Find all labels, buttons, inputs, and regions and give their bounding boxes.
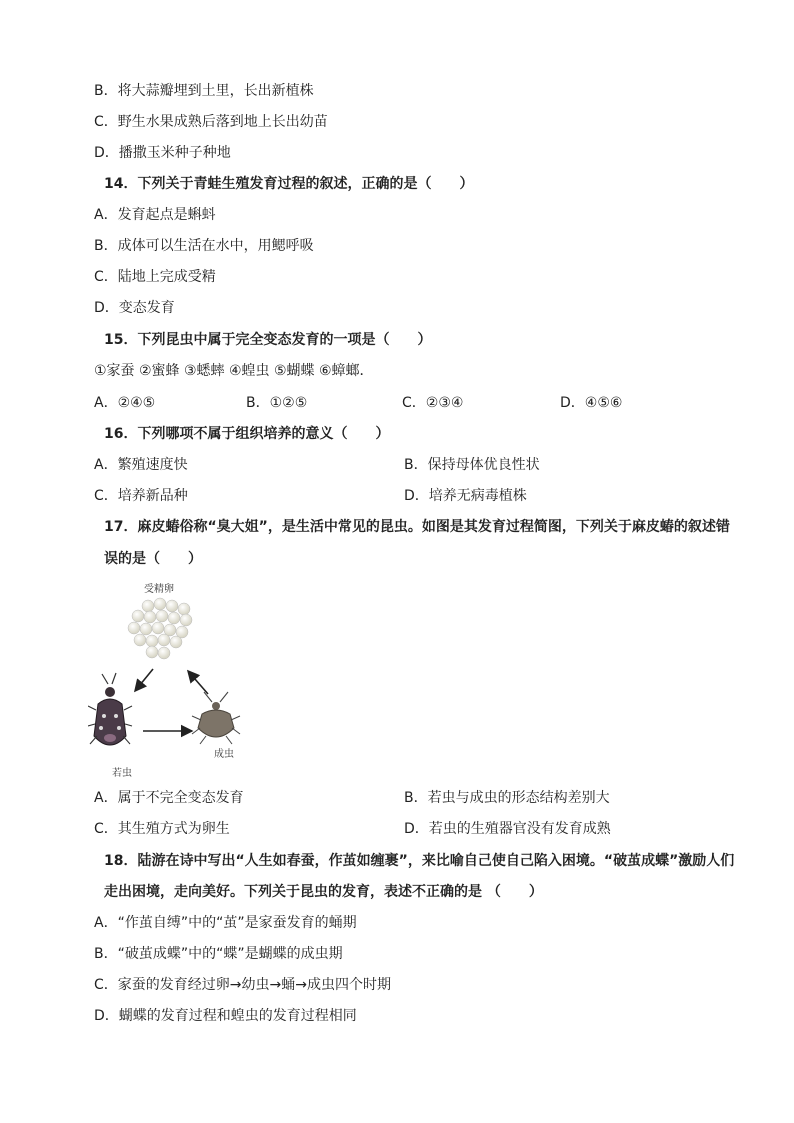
q16-option-d: D．培养无病毒植株 [404, 488, 527, 504]
q15-stem: 15．下列昆虫中属于完全变态发育的一项是（ ） [104, 332, 432, 348]
q16-option-c: C．培养新品种 [94, 488, 188, 504]
q15-option-a: A．②④⑤ [94, 395, 156, 411]
arrow-egg-to-nymph [135, 669, 153, 691]
egg-label: 受精卵 [144, 584, 174, 595]
q14-option-d: D．变态发育 [94, 300, 175, 316]
q18-option-c: C．家蚕的发育经过卵→幼虫→蛹→成虫四个时期 [94, 977, 391, 993]
nymph-bug-icon [88, 673, 132, 745]
q13-option-b: B．将大蒜瓣埋到土里，长出新植株 [94, 83, 314, 99]
adult-label: 成虫 [214, 749, 234, 760]
q18-option-d: D．蝴蝶的发育过程和蝗虫的发育过程相同 [94, 1008, 357, 1024]
q16-option-a: A．繁殖速度快 [94, 457, 188, 473]
q15-items: ①家蚕 ②蜜蜂 ③蟋蟀 ④蝗虫 ⑤蝴蝶 ⑥蟑螂． [94, 363, 374, 379]
q17-option-b: B．若虫与成虫的形态结构差别大 [404, 790, 610, 806]
q17-option-c: C．其生殖方式为卵生 [94, 821, 230, 837]
q14-option-b: B．成体可以生活在水中，用鳃呼吸 [94, 238, 314, 254]
q16-option-b: B．保持母体优良性状 [404, 457, 540, 473]
lifecycle-diagram [88, 576, 268, 778]
adult-bug-icon [192, 692, 240, 744]
q14-option-a: A．发育起点是蝌蚪 [94, 207, 216, 223]
q17-stem-line2: 误的是（ ） [104, 551, 202, 567]
q13-option-c: C．野生水果成熟后落到地上长出幼苗 [94, 114, 328, 130]
q15-option-d: D．④⑤⑥ [560, 395, 623, 411]
q13-option-d: D．播撒玉米种子种地 [94, 145, 231, 161]
q15-option-b: B．①②⑤ [246, 395, 308, 411]
q18-stem-line1: 18．陆游在诗中写出“人生如春蚕，作茧如缠裹”，来比喻自己使自己陷入困境。“破茧成蝶”激励人们 [104, 853, 735, 869]
stinkbug-lifecycle-figure [88, 576, 268, 778]
egg-cluster-icon [128, 598, 192, 659]
q18-option-a: A．“作茧自缚”中的“茧”是家蚕发育的蛹期 [94, 915, 357, 931]
q18-stem-line2: 走出困境，走向美好。下列关于昆虫的发育，表述不正确的是 （ ） [104, 884, 543, 900]
q17-option-a: A．属于不完全变态发育 [94, 790, 244, 806]
q14-stem: 14．下列关于青蛙生殖发育过程的叙述，正确的是（ ） [104, 176, 474, 192]
nymph-label: 若虫 [112, 768, 132, 779]
q18-option-b: B．“破茧成蝶”中的“蝶”是蝴蝶的成虫期 [94, 946, 343, 962]
arrow-adult-to-egg [188, 671, 208, 694]
q17-stem-line1: 17．麻皮蝽俗称“臭大姐”，是生活中常见的昆虫。如图是其发育过程简图，下列关于麻皮蝽的叙述错 [104, 519, 730, 535]
q16-stem: 16．下列哪项不属于组织培养的意义（ ） [104, 426, 390, 442]
q15-option-c: C．②③④ [402, 395, 464, 411]
q17-option-d: D．若虫的生殖器官没有发育成熟 [404, 821, 611, 837]
q14-option-c: C．陆地上完成受精 [94, 269, 216, 285]
